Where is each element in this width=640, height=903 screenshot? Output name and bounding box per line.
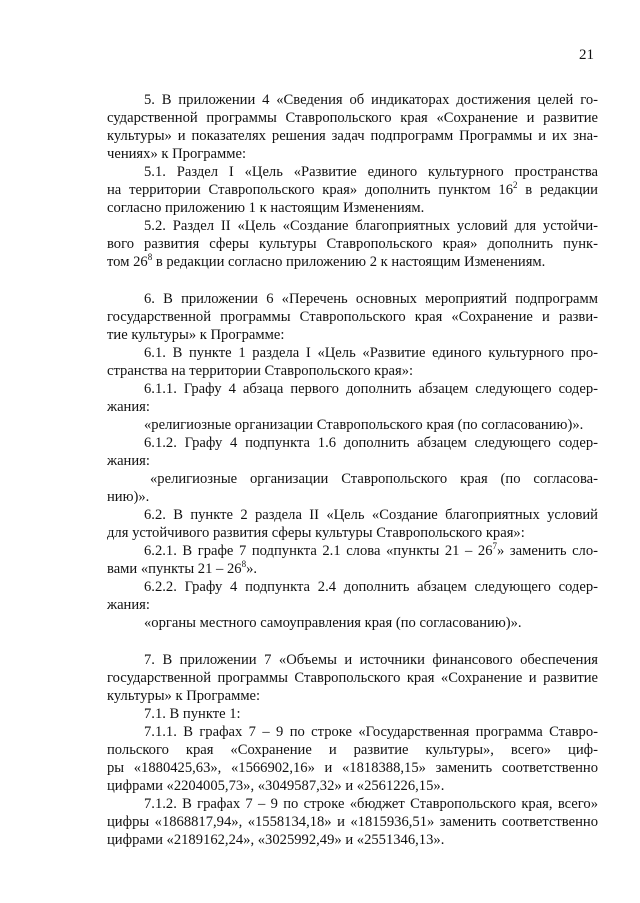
item-5-2-line-1: 5.2. Раздел II «Цель «Создание благоприятных условий для устойчи- [144, 218, 598, 234]
item-7-1-2-line-2: цифры «1868817,94», «1558134,18» и «1815936,51» заменить соответственно [107, 814, 598, 830]
item-6-2-2-line-3: «органы местного самоуправления края (по согласованию)». [144, 615, 522, 631]
page-number: 21 [579, 47, 594, 63]
section-5-intro-line-1: 5. В приложении 4 «Сведения об индикаторах достижения целей го- [144, 92, 598, 108]
item-7-1-2-line-3: цифрами «2189162,24», «3025992,49» и «2551346,13». [107, 832, 445, 848]
item-6-2-line-1: 6.2. В пункте 2 раздела II «Цель «Создание благоприятных условий [144, 507, 598, 523]
item-5-1-line-1: 5.1. Раздел I «Цель «Развитие единого культурного пространства [144, 164, 598, 180]
item-6-2-2-line-2: жания: [107, 597, 150, 613]
item-6-2-1-line-2: вами «пункты $21 - 26^8$». [107, 559, 258, 577]
superscript: 7 [492, 541, 498, 552]
item-6-1-2-line-2: жания: [107, 453, 150, 469]
item-6-1-1-line-1: 6.1.1. Графу 4 абзаца первого дополнить абзацем следующего содер- [144, 381, 598, 397]
superscript: 8 [241, 559, 247, 570]
item-5-2-line-2: вого развития сферы культуры Ставропольского края» дополнить пунк- [107, 236, 598, 252]
item-6-2-1-line-1: 6.2.1. В графе 7 подпункта 2.1 слова «пункты $21 - 26^7$» заменить сло- [144, 541, 598, 559]
section-5-intro-line-3: культуры» и показателях решения задач подпрограмм Программы и их зна- [107, 128, 598, 144]
item-7-1: 7.1. В пункте 1: [144, 706, 241, 722]
item-5-2-line-3: том $26^8$ в редакции согласно приложению 2 к настоящим Изменениям. [107, 252, 546, 270]
section-5-intro-line-4: чениях» к Программе: [107, 146, 247, 162]
item-7-1-1-line-3: ры «1880425,63», «1566902,16» и «1818388,15» заменить соответственно [107, 760, 598, 776]
item-7-1-1-line-1: 7.1.1. В графах 7 – 9 по строке «Государственная программа Ставро- [144, 724, 598, 740]
item-7-1-1-line-2: польского края «Сохранение и развитие культуры», всего» циф- [107, 742, 598, 758]
item-5-1-line-2: на территории Ставропольского края» дополнить пунктом $16^2$ в редакции [107, 180, 598, 198]
section-7-intro-line-1: 7. В приложении 7 «Объемы и источники финансового обеспечения [144, 652, 598, 668]
superscript: 8 [147, 252, 153, 263]
item-7-1-2-line-1: 7.1.2. В графах 7 – 9 по строке «бюджет Ставропольского края, всего» [144, 796, 598, 812]
item-7-1-1-line-4: цифрами «2204005,73», «3049587,32» и «2561226,15». [107, 778, 445, 794]
section-7-intro-line-2: государственной программы Ставропольского края «Сохранение и развитие [107, 670, 598, 686]
item-6-1-2-line-1: 6.1.2. Графу 4 подпункта 1.6 дополнить абзацем следующего содер- [144, 435, 598, 451]
item-6-1-line-1: 6.1. В пункте 1 раздела I «Цель «Развитие единого культурного про- [144, 345, 598, 361]
section-6-intro-line-3: тие культуры» к Программе: [107, 327, 285, 343]
superscript: 2 [513, 180, 518, 191]
item-6-1-line-2: странства на территории Ставропольского края»: [107, 363, 414, 379]
section-6-intro-line-2: государственной программы Ставропольского края «Сохранение и разви- [107, 309, 598, 325]
item-6-1-1-line-3: «религиозные организации Ставропольского края (по согласованию)». [144, 417, 584, 433]
section-5-intro-line-2: сударственной программы Ставропольского края «Сохранение и развитие [107, 110, 598, 126]
item-5-1-line-3: согласно приложению 1 к настоящим Изменениям. [107, 200, 425, 216]
item-6-2-line-2: для устойчивого развития сферы культуры Ставропольского края»: [107, 525, 525, 541]
item-6-2-2-line-1: 6.2.2. Графу 4 подпункта 2.4 дополнить абзацем следующего содер- [144, 579, 598, 595]
section-7-intro-line-3: культуры» к Программе: [107, 688, 261, 704]
item-6-1-2-line-4: нию)». [107, 489, 150, 505]
item-6-1-2-line-3: «религиозные организации Ставропольского края (по согласова- [150, 471, 598, 487]
section-6-intro-line-1: 6. В приложении 6 «Перечень основных мероприятий подпрограмм [144, 291, 598, 307]
item-6-1-1-line-2: жания: [107, 399, 150, 415]
